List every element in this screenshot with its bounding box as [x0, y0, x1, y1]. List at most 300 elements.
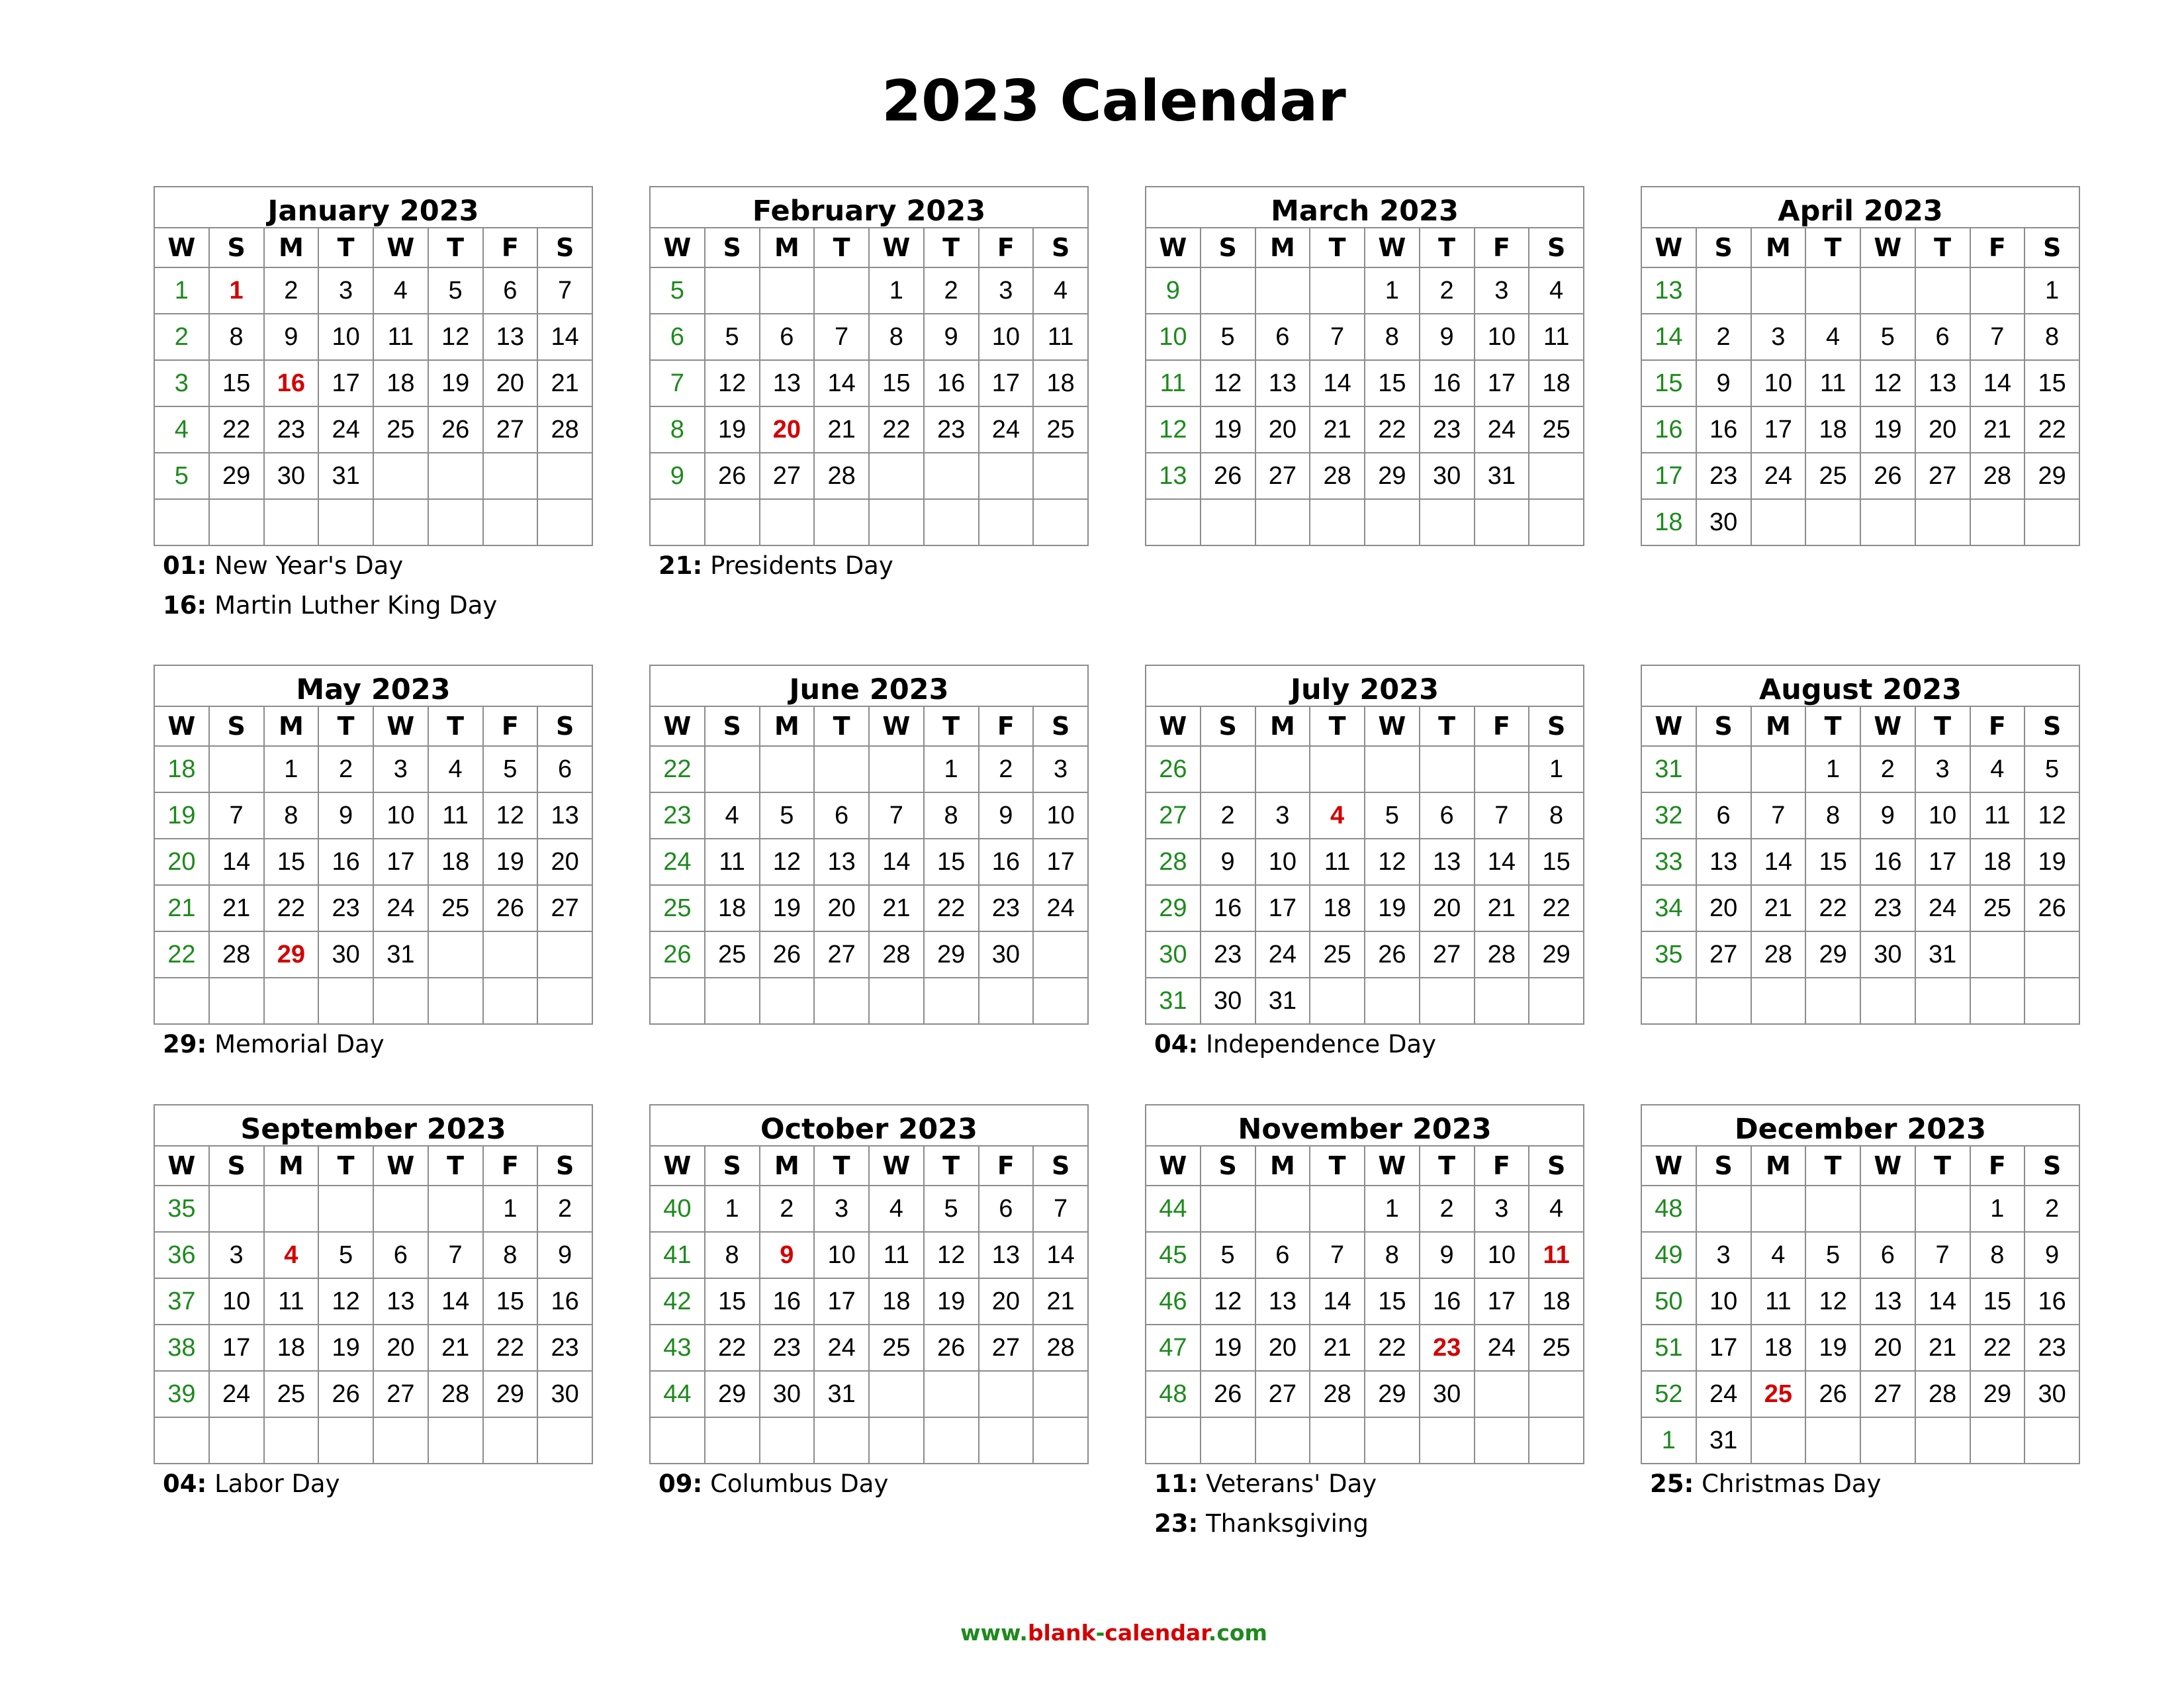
- empty-day-cell: [1805, 978, 1860, 1024]
- week-number: 1: [154, 267, 209, 314]
- weekday-header-row: [650, 706, 1088, 746]
- footer-com: .com: [1208, 1620, 1267, 1646]
- day-cell: 17: [1475, 360, 1529, 406]
- empty-day-cell: [428, 1417, 483, 1464]
- day-cell: 24: [373, 885, 428, 931]
- week-row: [650, 885, 1088, 931]
- empty-day-cell: [264, 978, 319, 1024]
- day-cell: 19: [483, 839, 538, 885]
- footer-website-link[interactable]: [0, 1620, 2184, 1646]
- day-cell: 22: [1529, 885, 1584, 931]
- week-row: [1641, 314, 2079, 360]
- day-cell: 5: [705, 314, 760, 360]
- weekday-header: S: [1529, 706, 1584, 746]
- weekday-header: T: [1420, 228, 1475, 267]
- day-cell: 9: [1201, 839, 1255, 885]
- week-row: [650, 499, 1088, 545]
- holiday-date: 23:: [1154, 1509, 1199, 1538]
- day-cell: 19: [1201, 1325, 1255, 1371]
- weekday-header: T: [1915, 706, 1970, 746]
- week-number: 12: [1146, 406, 1201, 453]
- empty-day-cell: [428, 453, 483, 499]
- day-cell: 22: [924, 885, 979, 931]
- month-block: [154, 665, 593, 1070]
- day-cell: 2: [318, 746, 373, 792]
- day-cell: 31: [318, 453, 373, 499]
- week-row: [154, 746, 592, 792]
- day-cell: 2: [924, 267, 979, 314]
- week-row: [154, 267, 592, 314]
- day-cell: 5: [1805, 1232, 1860, 1278]
- week-number: 8: [650, 406, 705, 453]
- holiday-name: Columbus Day: [710, 1470, 889, 1498]
- empty-day-cell: [1310, 1186, 1365, 1232]
- holiday-day-cell: 11: [1529, 1232, 1584, 1278]
- day-cell: 5: [1201, 314, 1255, 360]
- week-number: 31: [1641, 746, 1696, 792]
- day-cell: 30: [1696, 499, 1751, 545]
- empty-day-cell: [1751, 499, 1806, 545]
- day-cell: 17: [1255, 885, 1310, 931]
- day-cell: 19: [1201, 406, 1255, 453]
- month-block: [1145, 665, 1584, 1070]
- weekday-header: T: [924, 706, 979, 746]
- day-cell: 25: [428, 885, 483, 931]
- day-cell: 5: [1201, 1232, 1255, 1278]
- empty-day-cell: [209, 1186, 264, 1232]
- week-number: 13: [1146, 453, 1201, 499]
- day-cell: 2: [537, 1186, 592, 1232]
- week-number: 51: [1641, 1325, 1696, 1371]
- day-cell: 18: [428, 839, 483, 885]
- day-cell: 28: [1310, 453, 1365, 499]
- day-cell: 5: [428, 267, 483, 314]
- weekday-header: T: [428, 228, 483, 267]
- week-row: [1146, 978, 1584, 1024]
- month-title: November 2023: [1146, 1105, 1584, 1146]
- day-cell: 7: [537, 267, 592, 314]
- weekday-header-row: [154, 706, 592, 746]
- day-cell: 30: [1420, 1371, 1475, 1417]
- holiday-day-cell: 4: [264, 1232, 319, 1278]
- month-title: March 2023: [1146, 187, 1584, 228]
- week-number: 44: [1146, 1186, 1201, 1232]
- day-cell: 7: [1310, 1232, 1365, 1278]
- day-cell: 25: [373, 406, 428, 453]
- week-number: 2: [154, 314, 209, 360]
- day-cell: 1: [1365, 1186, 1420, 1232]
- day-cell: 29: [1365, 1371, 1420, 1417]
- weekday-header: F: [483, 228, 538, 267]
- week-number: 5: [154, 453, 209, 499]
- day-cell: 20: [1915, 406, 1970, 453]
- weekday-header: S: [1696, 1146, 1751, 1186]
- day-cell: 29: [1365, 453, 1420, 499]
- empty-day-cell: [1475, 978, 1529, 1024]
- week-row: [154, 1325, 592, 1371]
- day-cell: 6: [1860, 1232, 1915, 1278]
- day-cell: 26: [428, 406, 483, 453]
- weekday-header: S: [2025, 1146, 2079, 1186]
- empty-day-cell: [1860, 499, 1915, 545]
- week-number: 42: [650, 1278, 705, 1325]
- day-cell: 11: [264, 1278, 319, 1325]
- week-number: 15: [1641, 360, 1696, 406]
- day-cell: 17: [209, 1325, 264, 1371]
- empty-day-cell: [428, 978, 483, 1024]
- empty-day-cell: [537, 931, 592, 978]
- day-cell: 15: [2025, 360, 2079, 406]
- day-cell: 30: [1201, 978, 1255, 1024]
- weekday-header: S: [2025, 706, 2079, 746]
- week-number: 3: [154, 360, 209, 406]
- day-cell: 22: [869, 406, 924, 453]
- weekday-header: T: [318, 1146, 373, 1186]
- empty-day-cell: [1365, 978, 1420, 1024]
- day-cell: 25: [705, 931, 760, 978]
- day-cell: 29: [705, 1371, 760, 1417]
- day-cell: 10: [209, 1278, 264, 1325]
- week-number: 48: [1641, 1186, 1696, 1232]
- empty-day-cell: [1255, 746, 1310, 792]
- day-cell: 25: [1033, 406, 1088, 453]
- holiday-date: 04:: [163, 1470, 207, 1498]
- week-row: [1146, 314, 1584, 360]
- empty-day-cell: [1970, 267, 2025, 314]
- day-cell: 11: [869, 1232, 924, 1278]
- weekday-header: F: [483, 1146, 538, 1186]
- day-cell: 22: [1365, 406, 1420, 453]
- empty-day-cell: [705, 978, 760, 1024]
- day-cell: 3: [814, 1186, 869, 1232]
- weekday-header: T: [814, 228, 869, 267]
- day-cell: 8: [1529, 792, 1584, 839]
- weekday-header-row: [1641, 228, 2079, 267]
- day-cell: 1: [264, 746, 319, 792]
- day-cell: 22: [1805, 885, 1860, 931]
- day-cell: 24: [1475, 406, 1529, 453]
- week-number: 44: [650, 1371, 705, 1417]
- month-block: [1145, 1104, 1584, 1549]
- day-cell: 26: [924, 1325, 979, 1371]
- empty-day-cell: [373, 499, 428, 545]
- empty-day-cell: [209, 499, 264, 545]
- empty-day-cell: [1915, 1417, 1970, 1464]
- day-cell: 3: [1033, 746, 1088, 792]
- week-number: [650, 978, 705, 1024]
- day-cell: 24: [1033, 885, 1088, 931]
- weekday-header: S: [1033, 706, 1088, 746]
- empty-day-cell: [760, 978, 815, 1024]
- weekday-header: W: [1860, 1146, 1915, 1186]
- weekday-header: M: [1255, 1146, 1310, 1186]
- empty-day-cell: [483, 978, 538, 1024]
- empty-day-cell: [814, 978, 869, 1024]
- weekday-header: S: [209, 706, 264, 746]
- day-cell: 24: [209, 1371, 264, 1417]
- day-cell: 12: [428, 314, 483, 360]
- week-row: [1146, 1232, 1584, 1278]
- day-cell: 11: [1751, 1278, 1806, 1325]
- day-cell: 6: [1696, 792, 1751, 839]
- holiday-name: Independence Day: [1206, 1030, 1437, 1058]
- week-number: 40: [650, 1186, 705, 1232]
- holiday-name: Christmas Day: [1702, 1470, 1882, 1498]
- day-cell: 26: [2025, 885, 2079, 931]
- empty-day-cell: [428, 1186, 483, 1232]
- empty-day-cell: [428, 931, 483, 978]
- empty-day-cell: [814, 499, 869, 545]
- week-number: [154, 499, 209, 545]
- week-row: [154, 1371, 592, 1417]
- month-title: May 2023: [154, 665, 592, 706]
- month-grid: [1145, 186, 1584, 546]
- day-cell: 24: [1475, 1325, 1529, 1371]
- holiday-day-cell: 23: [1420, 1325, 1475, 1371]
- weekday-header: W: [1365, 228, 1420, 267]
- week-row: [154, 1278, 592, 1325]
- empty-day-cell: [1475, 1417, 1529, 1464]
- day-cell: 15: [1365, 1278, 1420, 1325]
- day-cell: 15: [483, 1278, 538, 1325]
- footer-calendar: calendar: [1105, 1620, 1208, 1646]
- week-number: 52: [1641, 1371, 1696, 1417]
- weekday-header: W: [869, 228, 924, 267]
- day-cell: 1: [1529, 746, 1584, 792]
- empty-day-cell: [1365, 1417, 1420, 1464]
- day-cell: 16: [2025, 1278, 2079, 1325]
- day-cell: 27: [1420, 931, 1475, 978]
- day-cell: 31: [1475, 453, 1529, 499]
- empty-day-cell: [1310, 267, 1365, 314]
- day-cell: 5: [760, 792, 815, 839]
- day-cell: 9: [1696, 360, 1751, 406]
- week-row: [650, 1232, 1088, 1278]
- empty-day-cell: [537, 499, 592, 545]
- day-cell: 31: [814, 1371, 869, 1417]
- empty-day-cell: [1033, 499, 1088, 545]
- week-column-header: W: [154, 706, 209, 746]
- empty-day-cell: [979, 978, 1034, 1024]
- day-cell: 19: [2025, 839, 2079, 885]
- empty-day-cell: [869, 453, 924, 499]
- empty-day-cell: [1475, 499, 1529, 545]
- weekday-header-row: [1641, 1146, 2079, 1186]
- week-row: [1146, 931, 1584, 978]
- day-cell: 30: [537, 1371, 592, 1417]
- empty-day-cell: [1475, 1371, 1529, 1417]
- day-cell: 1: [1805, 746, 1860, 792]
- day-cell: 8: [1365, 1232, 1420, 1278]
- month-grid: [1641, 665, 2080, 1025]
- day-cell: 25: [1805, 453, 1860, 499]
- holiday-item: [163, 1030, 593, 1070]
- day-cell: 14: [537, 314, 592, 360]
- day-cell: 27: [1255, 1371, 1310, 1417]
- day-cell: 8: [869, 314, 924, 360]
- day-cell: 6: [979, 1186, 1034, 1232]
- day-cell: 27: [979, 1325, 1034, 1371]
- weekday-header: T: [1805, 706, 1860, 746]
- holiday-name: Labor Day: [214, 1470, 340, 1498]
- weekday-header: T: [1420, 706, 1475, 746]
- week-row: [1641, 746, 2079, 792]
- day-cell: 10: [979, 314, 1034, 360]
- month-block: [154, 1104, 593, 1509]
- empty-day-cell: [2025, 931, 2079, 978]
- week-row: [650, 839, 1088, 885]
- holiday-date: 11:: [1154, 1470, 1199, 1498]
- day-cell: 21: [1915, 1325, 1970, 1371]
- empty-day-cell: [869, 746, 924, 792]
- empty-day-cell: [760, 499, 815, 545]
- weekday-header-row: [1641, 706, 2079, 746]
- day-cell: 26: [1860, 453, 1915, 499]
- holiday-list: [649, 551, 1089, 591]
- day-cell: 28: [1970, 453, 2025, 499]
- week-number: 10: [1146, 314, 1201, 360]
- week-row: [1641, 499, 2079, 545]
- week-number: 22: [650, 746, 705, 792]
- empty-day-cell: [869, 1371, 924, 1417]
- day-cell: 22: [1365, 1325, 1420, 1371]
- empty-day-cell: [318, 978, 373, 1024]
- week-number: 29: [1146, 885, 1201, 931]
- day-cell: 7: [1751, 792, 1806, 839]
- week-number: 21: [154, 885, 209, 931]
- weekday-header: S: [1201, 228, 1255, 267]
- empty-day-cell: [1529, 499, 1584, 545]
- day-cell: 25: [1970, 885, 2025, 931]
- empty-day-cell: [1201, 1417, 1255, 1464]
- week-number: 32: [1641, 792, 1696, 839]
- holiday-name: Presidents Day: [710, 551, 893, 580]
- weekday-header-row: [1146, 706, 1584, 746]
- day-cell: 26: [483, 885, 538, 931]
- day-cell: 30: [1860, 931, 1915, 978]
- week-row: [1146, 792, 1584, 839]
- day-cell: 22: [705, 1325, 760, 1371]
- day-cell: 6: [537, 746, 592, 792]
- day-cell: 14: [428, 1278, 483, 1325]
- weekday-header: S: [1529, 228, 1584, 267]
- day-cell: 23: [537, 1325, 592, 1371]
- day-cell: 10: [318, 314, 373, 360]
- week-number: [650, 499, 705, 545]
- day-cell: 7: [1970, 314, 2025, 360]
- weekday-header: M: [264, 1146, 319, 1186]
- day-cell: 6: [373, 1232, 428, 1278]
- day-cell: 20: [537, 839, 592, 885]
- day-cell: 31: [373, 931, 428, 978]
- holiday-day-cell: 29: [264, 931, 319, 978]
- holiday-day-cell: 4: [1310, 792, 1365, 839]
- weekday-header: S: [537, 228, 592, 267]
- week-column-header: W: [1146, 706, 1201, 746]
- week-number: 46: [1146, 1278, 1201, 1325]
- day-cell: 29: [483, 1371, 538, 1417]
- day-cell: 11: [428, 792, 483, 839]
- day-cell: 2: [2025, 1186, 2079, 1232]
- empty-day-cell: [537, 1417, 592, 1464]
- weekday-header: S: [1201, 1146, 1255, 1186]
- empty-day-cell: [1529, 453, 1584, 499]
- week-row: [1146, 499, 1584, 545]
- empty-day-cell: [428, 499, 483, 545]
- day-cell: 25: [264, 1371, 319, 1417]
- day-cell: 28: [1033, 1325, 1088, 1371]
- day-cell: 1: [705, 1186, 760, 1232]
- empty-day-cell: [1255, 499, 1310, 545]
- empty-day-cell: [1860, 978, 1915, 1024]
- day-cell: 20: [1696, 885, 1751, 931]
- month-block: [1641, 1104, 2080, 1509]
- day-cell: 27: [1696, 931, 1751, 978]
- weekday-header: S: [1696, 706, 1751, 746]
- weekday-header: T: [814, 706, 869, 746]
- day-cell: 22: [1970, 1325, 2025, 1371]
- empty-day-cell: [2025, 1417, 2079, 1464]
- day-cell: 10: [1255, 839, 1310, 885]
- day-cell: 21: [1310, 1325, 1365, 1371]
- empty-day-cell: [373, 453, 428, 499]
- month-block: [649, 1104, 1089, 1509]
- weekday-header: W: [869, 1146, 924, 1186]
- weekday-header-row: [1146, 1146, 1584, 1186]
- week-row: [154, 792, 592, 839]
- week-column-header: W: [154, 228, 209, 267]
- day-cell: 29: [1529, 931, 1584, 978]
- empty-day-cell: [209, 746, 264, 792]
- day-cell: 4: [869, 1186, 924, 1232]
- empty-day-cell: [705, 746, 760, 792]
- week-number: 28: [1146, 839, 1201, 885]
- month-block: [1145, 186, 1584, 546]
- weekday-header: M: [760, 706, 815, 746]
- holiday-list: [1145, 1470, 1584, 1549]
- day-cell: 14: [1970, 360, 2025, 406]
- week-number: 5: [650, 267, 705, 314]
- holiday-day-cell: 9: [760, 1232, 815, 1278]
- empty-day-cell: [483, 931, 538, 978]
- empty-day-cell: [979, 453, 1034, 499]
- day-cell: 8: [705, 1232, 760, 1278]
- holiday-name: Memorial Day: [214, 1030, 385, 1058]
- empty-day-cell: [1529, 1417, 1584, 1464]
- day-cell: 4: [705, 792, 760, 839]
- day-cell: 18: [1310, 885, 1365, 931]
- day-cell: 15: [1970, 1278, 2025, 1325]
- week-number: 39: [154, 1371, 209, 1417]
- empty-day-cell: [760, 746, 815, 792]
- week-number: [154, 978, 209, 1024]
- day-cell: 20: [979, 1278, 1034, 1325]
- empty-day-cell: [924, 1371, 979, 1417]
- day-cell: 18: [869, 1278, 924, 1325]
- day-cell: 6: [1255, 314, 1310, 360]
- month-title: December 2023: [1641, 1105, 2079, 1146]
- day-cell: 7: [1033, 1186, 1088, 1232]
- week-row: [1641, 453, 2079, 499]
- day-cell: 24: [814, 1325, 869, 1371]
- day-cell: 23: [979, 885, 1034, 931]
- empty-day-cell: [924, 453, 979, 499]
- day-cell: 5: [318, 1232, 373, 1278]
- week-number: 9: [1146, 267, 1201, 314]
- weekday-header: T: [1310, 706, 1365, 746]
- day-cell: 25: [1529, 1325, 1584, 1371]
- week-number: 18: [1641, 499, 1696, 545]
